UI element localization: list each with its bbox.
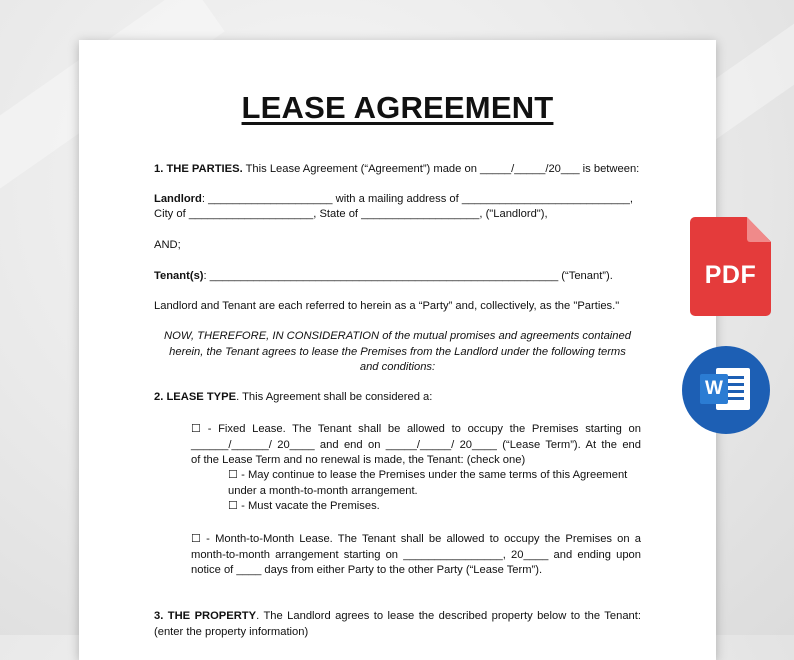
parties-definition: Landlord and Tenant are each referred to herein as a “Party” and, collectively, as the "Parties."	[154, 300, 620, 312]
consideration-clause	[154, 329, 641, 376]
vacate-option-checkbox[interactable]: ☐ - Must vacate the Premises.	[228, 500, 380, 512]
section-text: (enter the property information)	[154, 625, 309, 638]
word-icon	[682, 346, 770, 434]
m2m-line: notice of ____ days from either Party to the other Party (“Lease Term”).	[191, 564, 543, 576]
fixed-lease-suboptions	[228, 468, 641, 515]
landlord-address-line: City of ____________________, State of ___________________, ("Landlord"),	[154, 208, 548, 220]
month-to-month-option	[191, 532, 641, 579]
landlord-label: Landlord	[154, 193, 202, 205]
section-parties	[154, 162, 641, 178]
document-page	[79, 40, 716, 660]
m2m-line: month-to-month arrangement starting on ________________, 20____ and ending upon	[191, 548, 641, 561]
fixed-lease-option	[191, 422, 641, 469]
consideration-line: herein, the Tenant agrees to lease the Premises from the Landlord under the following terms	[169, 345, 626, 358]
section-text: This Lease Agreement (“Agreement”) made on _____/_____/20___ is between:	[242, 163, 640, 175]
consideration-line: and conditions:	[359, 361, 436, 373]
renewal-option-checkbox[interactable]: ☐ - May continue to lease the Premises under the same terms of this Agreement	[228, 469, 628, 481]
landlord-line	[154, 192, 641, 208]
landlord-fields: : ____________________ with a mailing address of ___________________________,	[201, 193, 633, 205]
tenant-line	[154, 269, 641, 285]
section-text: . This Agreement shall be considered a:	[236, 391, 433, 403]
fixed-lease-line: ______/______/ 20____ and end on _____/_____/ 20____ (“Lease Term”). At the end	[191, 438, 641, 451]
fixed-lease-line[interactable]: ☐ - Fixed Lease. The Tenant shall be allowed to occupy the Premises starting on	[191, 423, 641, 435]
pdf-icon	[690, 217, 771, 316]
section-property	[154, 609, 641, 640]
section-text: . The Landlord agrees to lease the described property below to the Tenant:	[256, 610, 641, 622]
and-text: AND;	[154, 239, 181, 251]
section-heading: 2. LEASE TYPE	[154, 391, 237, 403]
tenant-field: : ________________________________________________________ (“Tenant”).	[203, 270, 613, 282]
section-lease-type	[154, 390, 641, 406]
fixed-lease-line: of the Lease Term and no renewal is made, the Tenant: (check one)	[191, 454, 526, 466]
section-heading: 1. THE PARTIES.	[154, 163, 243, 175]
section-heading: 3. THE PROPERTY	[154, 610, 257, 622]
document-title: LEASE AGREEMENT	[241, 90, 554, 125]
m2m-line[interactable]: ☐ - Month-to-Month Lease. The Tenant shall be allowed to occupy the Premises on a	[191, 533, 641, 545]
renewal-option-text: under a month-to-month arrangement.	[228, 484, 418, 497]
consideration-line: NOW, THEREFORE, IN CONSIDERATION of the mutual promises and agreements contained	[164, 330, 631, 342]
word-label: W	[700, 374, 728, 404]
tenant-label: Tenant(s)	[154, 270, 204, 282]
pdf-label: PDF	[704, 261, 757, 289]
